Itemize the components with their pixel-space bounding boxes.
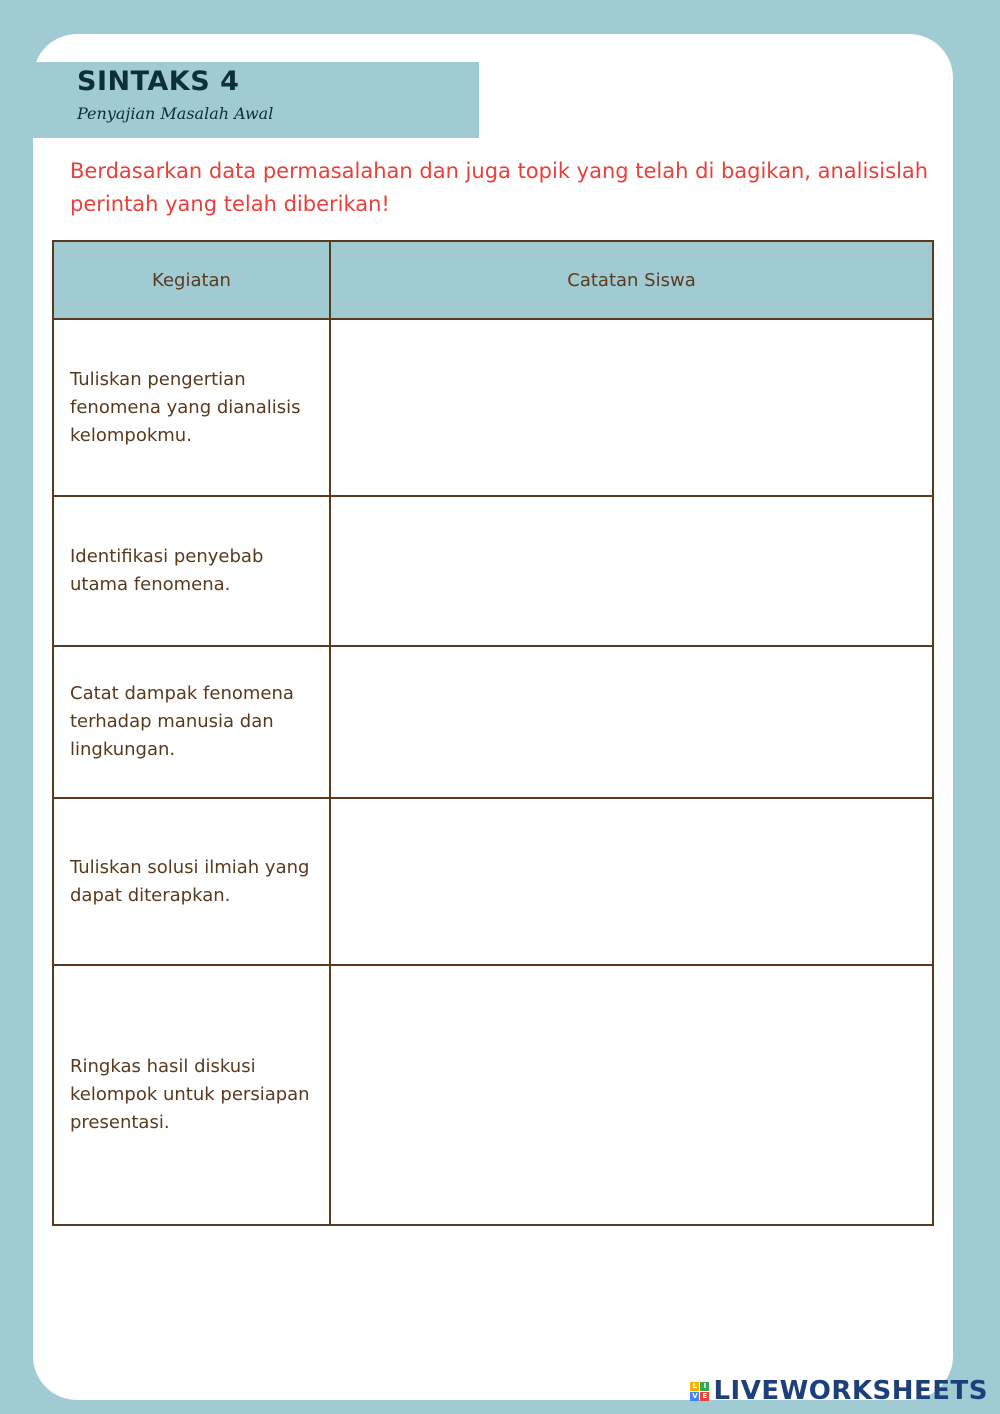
table-row <box>53 798 933 965</box>
activity-table <box>52 240 934 1226</box>
notes-answer-field[interactable] <box>330 646 933 798</box>
activity-cell: Catat dampak fenomena terhadap manusia dan lingkungan. <box>53 646 330 798</box>
activity-cell: Identifikasi penyebab utama fenomena. <box>53 496 330 646</box>
activity-cell: Tuliskan solusi ilmiah yang dapat diterapkan. <box>53 798 330 965</box>
table-header-row <box>53 241 933 319</box>
table-row <box>53 496 933 646</box>
notes-answer-field[interactable] <box>330 496 933 646</box>
table-row <box>53 319 933 496</box>
activity-cell: Tuliskan pengertian fenomena yang dianalisis kelompokmu. <box>53 319 330 496</box>
page-subtitle: Penyajian Masalah Awal <box>77 104 274 123</box>
activity-cell: Ringkas hasil diskusi kelompok untuk persiapan presentasi. <box>53 965 330 1225</box>
instruction-text: Berdasarkan data permasalahan dan juga topik yang telah di bagikan, analisislah perintah yang telah diberikan! <box>70 159 929 216</box>
logo-icon <box>690 1382 709 1401</box>
logo-letter: E <box>700 1392 709 1401</box>
page-title: SINTAKS 4 <box>77 66 240 97</box>
notes-answer-field[interactable] <box>330 965 933 1225</box>
notes-answer-field[interactable] <box>330 319 933 496</box>
logo-letter: V <box>692 1391 698 1400</box>
logo-text: LIVEWORKSHEETS <box>713 1376 988 1406</box>
logo-letter: I <box>700 1382 709 1391</box>
table-row <box>53 646 933 798</box>
header-banner <box>33 62 479 138</box>
logo-letter: L <box>690 1382 699 1391</box>
liveworksheets-logo <box>690 1376 988 1406</box>
notes-answer-field[interactable] <box>330 798 933 965</box>
column-header-catatan-siswa: Catatan Siswa <box>330 241 933 319</box>
column-header-kegiatan: Kegiatan <box>53 241 330 319</box>
table-row <box>53 965 933 1225</box>
